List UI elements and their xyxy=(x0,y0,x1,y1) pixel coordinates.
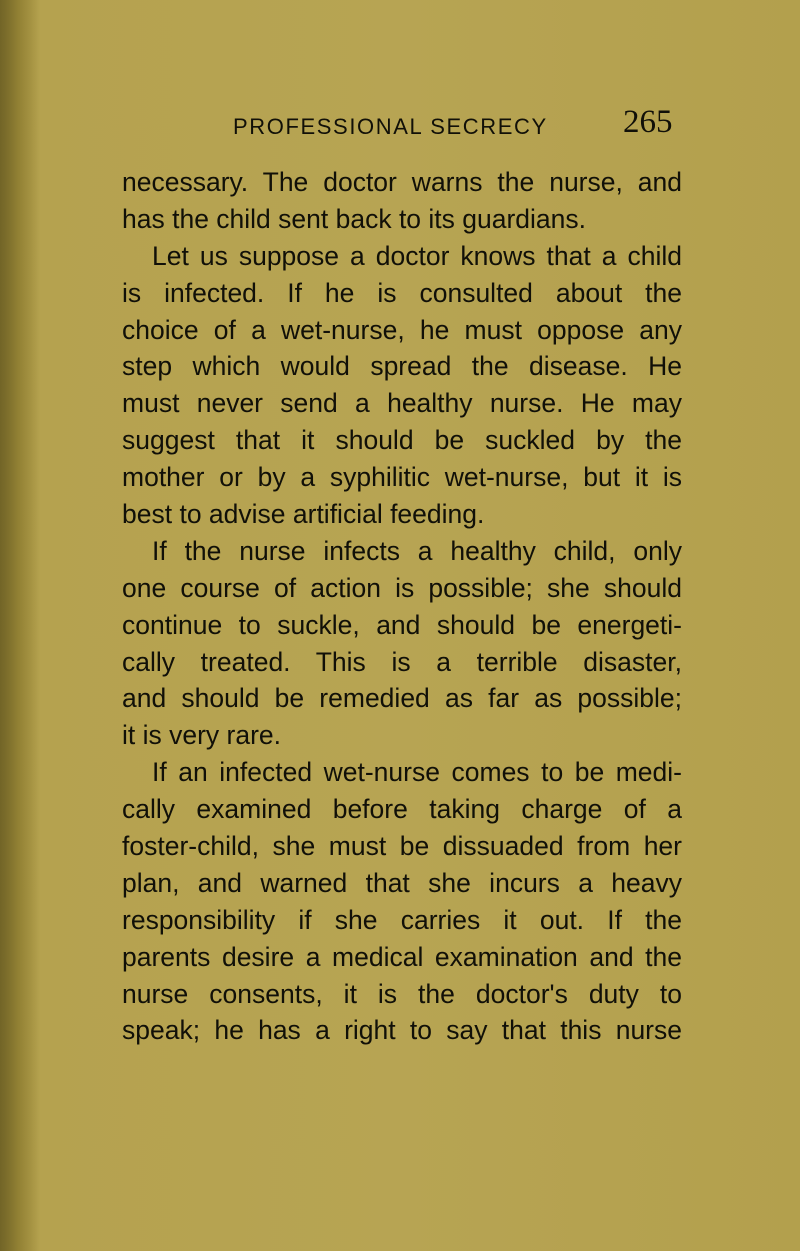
page-number: 265 xyxy=(623,104,673,140)
text-line: foster-child, she must be dissuaded from her xyxy=(122,831,682,862)
text-line: has the child sent back to its guardians. xyxy=(122,203,587,234)
text-line: plan, and warned that she incurs a heavy xyxy=(122,867,682,898)
text-line: cally treated. This is a terrible disaster, xyxy=(122,646,682,677)
text-line: If the nurse infects a healthy child, only xyxy=(152,535,682,566)
running-title: PROFESSIONAL SECRECY xyxy=(233,114,548,139)
text-line: continue to suckle, and should be energeti- xyxy=(122,609,682,640)
text-line: necessary. The doctor warns the nurse, and xyxy=(122,167,682,197)
text-line: and should be remedied as far as possible; xyxy=(122,683,682,714)
text-line: one course of action is possible; she should xyxy=(122,572,682,603)
text-line: Let us suppose a doctor knows that a child xyxy=(152,240,682,271)
text-line: suggest that it should be suckled by the xyxy=(122,425,682,456)
text-line: mother or by a syphilitic wet-nurse, but it is xyxy=(122,462,682,493)
text-line: parents desire a medical examination and the xyxy=(122,941,682,972)
text-line: responsibility if she carries it out. If the xyxy=(122,904,682,935)
text-line: If an infected wet-nurse comes to be medi- xyxy=(152,757,682,788)
text-line: choice of a wet-nurse, he must oppose any xyxy=(122,314,682,345)
text-line: step which would spread the disease. He xyxy=(122,351,682,382)
text-line: must never send a healthy nurse. He may xyxy=(122,388,682,419)
text-line: best to advise artificial feeding. xyxy=(122,499,485,530)
text-line: cally examined before taking charge of a xyxy=(122,794,682,825)
text-line: is infected. If he is consulted about the xyxy=(122,277,682,308)
text-line: it is very rare. xyxy=(122,720,282,751)
binding-shadow xyxy=(0,0,40,1251)
text-line: nurse consents, it is the doctor's duty to xyxy=(122,978,682,1009)
running-header xyxy=(233,104,673,144)
body-text xyxy=(122,164,682,1049)
text-line: speak; he has a right to say that this nurse xyxy=(122,1015,682,1046)
